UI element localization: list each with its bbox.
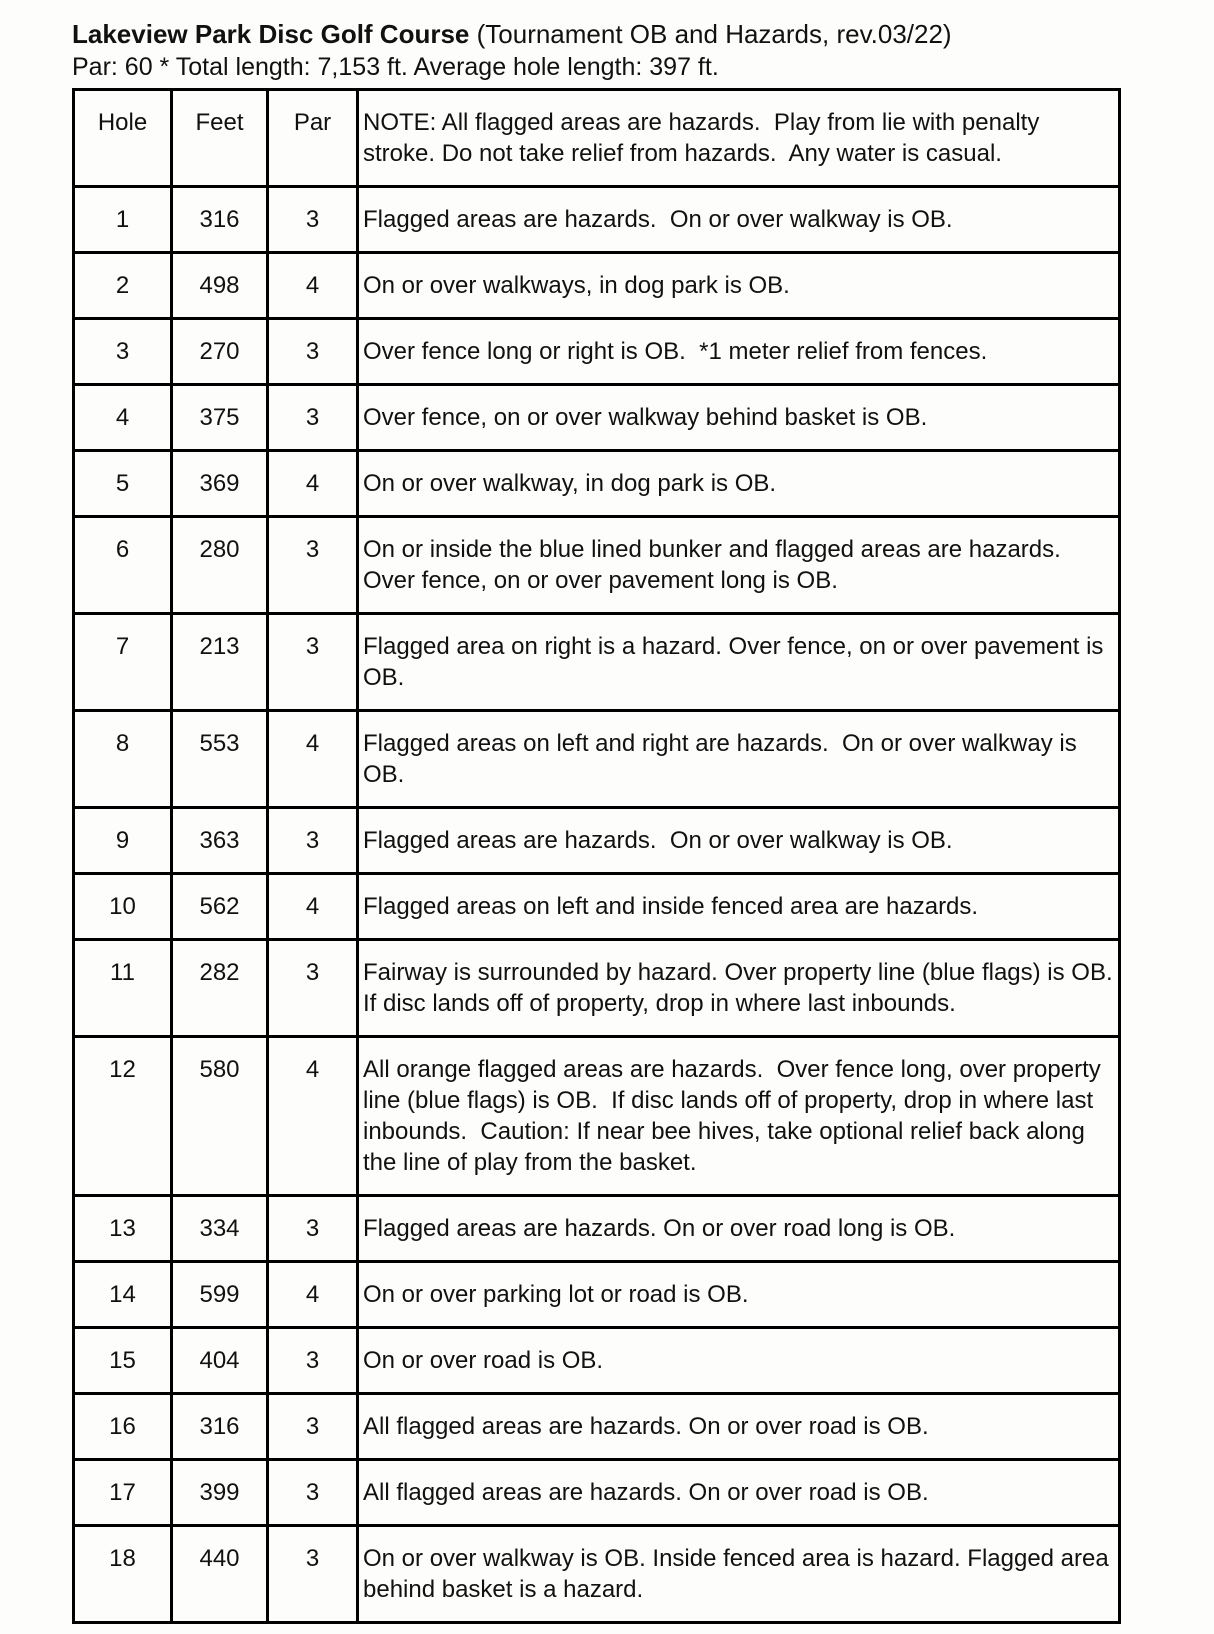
hole-cell: 6 (74, 517, 172, 614)
title-revision-note: (Tournament OB and Hazards, rev.03/22) (469, 19, 952, 49)
course-stats: Par: 60 * Total length: 7,153 ft. Average hole length: 397 ft. (72, 53, 719, 81)
note-cell: On or over parking lot or road is OB. (358, 1262, 1120, 1328)
hole-cell: 18 (74, 1526, 172, 1623)
feet-cell: 404 (172, 1328, 268, 1394)
table-row (74, 1196, 1120, 1262)
feet-cell: 270 (172, 319, 268, 385)
hole-cell: 13 (74, 1196, 172, 1262)
par-cell: 3 (268, 940, 358, 1037)
table-row (74, 451, 1120, 517)
note-cell: On or over walkway, in dog park is OB. (358, 451, 1120, 517)
table-row (74, 874, 1120, 940)
hole-cell: 16 (74, 1394, 172, 1460)
feet-cell: 498 (172, 253, 268, 319)
feet-cell: 316 (172, 1394, 268, 1460)
feet-cell: 280 (172, 517, 268, 614)
note-cell: Flagged area on right is a hazard. Over fence, on or over pavement is OB. (358, 614, 1120, 711)
note-cell: Flagged areas are hazards. On or over walkway is OB. (358, 808, 1120, 874)
page-title (72, 17, 1186, 51)
hole-cell: 3 (74, 319, 172, 385)
table-row (74, 1526, 1120, 1623)
par-cell: 3 (268, 1196, 358, 1262)
par-cell: 4 (268, 1037, 358, 1196)
table-row (74, 1394, 1120, 1460)
par-cell: 4 (268, 874, 358, 940)
hole-cell: 12 (74, 1037, 172, 1196)
table-row (74, 517, 1120, 614)
hole-cell: 10 (74, 874, 172, 940)
column-header-hole: Hole (74, 90, 172, 187)
note-cell: On or over walkway is OB. Inside fenced area is hazard. Flagged area behind basket is a hazard. (358, 1526, 1120, 1623)
hole-cell: 7 (74, 614, 172, 711)
par-cell: 3 (268, 385, 358, 451)
note-cell: All orange flagged areas are hazards. Over fence long, over property line (blue flags) is OB. If disc lands off of property, drop in where last inbounds. Caution: If near bee hives, take optional relief back along the line of play from the basket. (358, 1037, 1120, 1196)
note-cell: Over fence long or right is OB. *1 meter relief from fences. (358, 319, 1120, 385)
hole-cell: 1 (74, 187, 172, 253)
par-cell: 3 (268, 1328, 358, 1394)
par-cell: 4 (268, 253, 358, 319)
table-row (74, 940, 1120, 1037)
note-cell: On or over walkways, in dog park is OB. (358, 253, 1120, 319)
table-row (74, 253, 1120, 319)
feet-cell: 440 (172, 1526, 268, 1623)
par-cell: 4 (268, 711, 358, 808)
note-cell: Flagged areas are hazards. On or over road long is OB. (358, 1196, 1120, 1262)
note-cell: Fairway is surrounded by hazard. Over property line (blue flags) is OB. If disc lands off of property, drop in where last inbounds. (358, 940, 1120, 1037)
hole-cell: 17 (74, 1460, 172, 1526)
feet-cell: 369 (172, 451, 268, 517)
table-row (74, 808, 1120, 874)
note-cell: All flagged areas are hazards. On or over road is OB. (358, 1460, 1120, 1526)
note-cell: Flagged areas on left and right are hazards. On or over walkway is OB. (358, 711, 1120, 808)
feet-cell: 316 (172, 187, 268, 253)
table-row (74, 614, 1120, 711)
par-cell: 4 (268, 451, 358, 517)
column-header-par: Par (268, 90, 358, 187)
feet-cell: 334 (172, 1196, 268, 1262)
par-cell: 4 (268, 1262, 358, 1328)
hole-cell: 2 (74, 253, 172, 319)
par-cell: 3 (268, 517, 358, 614)
scorecard-table (72, 88, 1126, 1624)
table-row (74, 1037, 1120, 1196)
feet-cell: 399 (172, 1460, 268, 1526)
par-cell: 3 (268, 1460, 358, 1526)
table-row (74, 1262, 1120, 1328)
par-cell: 3 (268, 187, 358, 253)
par-cell: 3 (268, 319, 358, 385)
hole-cell: 14 (74, 1262, 172, 1328)
hole-cell: 11 (74, 940, 172, 1037)
feet-cell: 580 (172, 1037, 268, 1196)
table-header-row (74, 90, 1120, 187)
feet-cell: 375 (172, 385, 268, 451)
par-cell: 3 (268, 1394, 358, 1460)
course-name: Lakeview Park Disc Golf Course (72, 19, 470, 49)
par-cell: 3 (268, 808, 358, 874)
hole-cell: 9 (74, 808, 172, 874)
table-row (74, 385, 1120, 451)
note-cell: Flagged areas are hazards. On or over walkway is OB. (358, 187, 1120, 253)
hole-cell: 5 (74, 451, 172, 517)
hole-cell: 8 (74, 711, 172, 808)
note-cell: All flagged areas are hazards. On or over road is OB. (358, 1394, 1120, 1460)
column-header-note: NOTE: All flagged areas are hazards. Play from lie with penalty stroke. Do not take relief from hazards. Any water is casual. (358, 90, 1120, 187)
feet-cell: 562 (172, 874, 268, 940)
table-row (74, 1328, 1120, 1394)
feet-cell: 363 (172, 808, 268, 874)
table-row (74, 1460, 1120, 1526)
par-cell: 3 (268, 1526, 358, 1623)
feet-cell: 282 (172, 940, 268, 1037)
feet-cell: 599 (172, 1262, 268, 1328)
table-row (74, 711, 1120, 808)
note-cell: On or over road is OB. (358, 1328, 1120, 1394)
table-row (74, 187, 1120, 253)
feet-cell: 553 (172, 711, 268, 808)
column-header-feet: Feet (172, 90, 268, 187)
feet-cell: 213 (172, 614, 268, 711)
note-cell: Over fence, on or over walkway behind basket is OB. (358, 385, 1120, 451)
hole-cell: 4 (74, 385, 172, 451)
note-cell: Flagged areas on left and inside fenced area are hazards. (358, 874, 1120, 940)
par-cell: 3 (268, 614, 358, 711)
table-row (74, 319, 1120, 385)
hole-cell: 15 (74, 1328, 172, 1394)
note-cell: On or inside the blue lined bunker and flagged areas are hazards. Over fence, on or over pavement long is OB. (358, 517, 1120, 614)
